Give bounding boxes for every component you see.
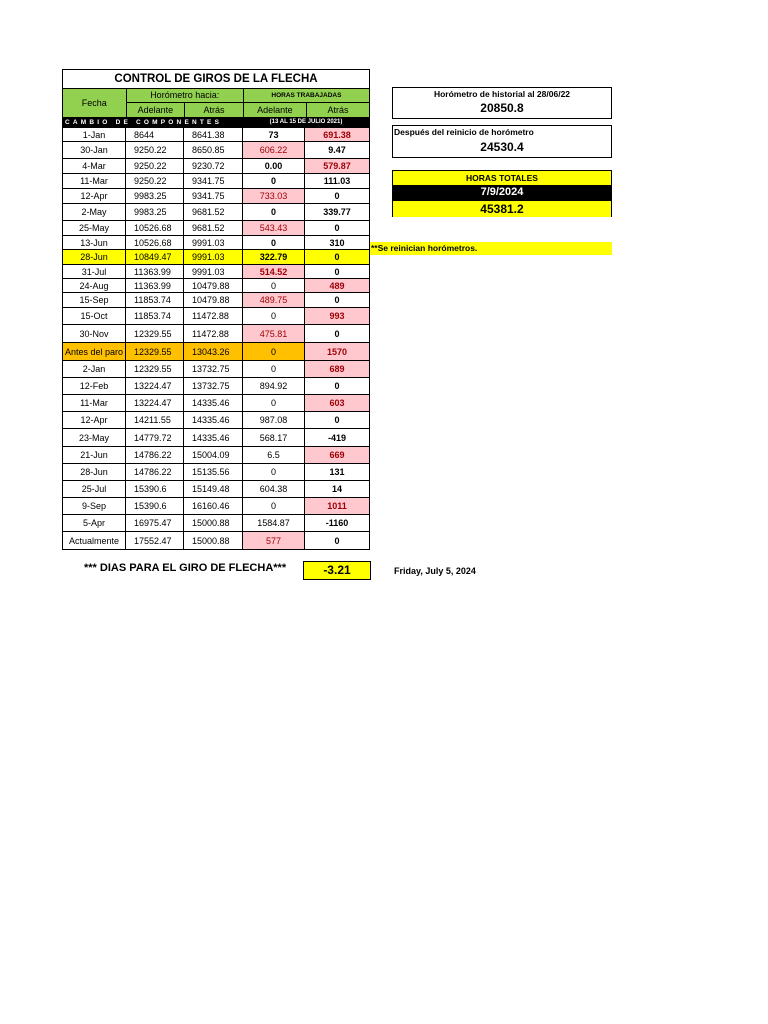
table-row — [63, 481, 369, 498]
cell-t-adelante: 514.52 — [243, 265, 305, 278]
cell-h-atras: 9681.52 — [184, 204, 243, 220]
table-row — [63, 325, 369, 343]
header-h-adelante: Adelante — [137, 105, 174, 115]
cell-h-adelante: 9983.25 — [126, 189, 184, 203]
cell-t-adelante: 0 — [243, 236, 305, 249]
components-band — [63, 118, 369, 128]
cell-h-atras: 9991.03 — [184, 236, 243, 249]
table-row — [63, 378, 369, 395]
cell-t-atras: 339.77 — [323, 207, 351, 217]
reset-note: **Se reinician horómetros. — [370, 242, 612, 255]
cell-t-atras: 1570 — [305, 343, 369, 360]
cell-t-atras: 310 — [329, 237, 345, 248]
cell-fecha: 23-May — [63, 429, 126, 446]
totales-label: HORAS TOTALES — [393, 171, 611, 185]
historial-label: Horómetro de historial al 28/06/22 — [433, 89, 571, 99]
cell-h-adelante: 16975.47 — [126, 515, 184, 531]
totales-date: 7/9/2024 — [393, 185, 611, 200]
historial-value: 20850.8 — [480, 101, 524, 115]
cell-h-adelante: 13224.47 — [126, 378, 184, 394]
cell-h-atras: 10479.88 — [184, 279, 243, 292]
cell-t-adelante: 322.79 — [243, 250, 305, 264]
table-row — [63, 515, 369, 532]
dias-value: -3.21 — [303, 561, 371, 580]
table-row — [63, 412, 369, 429]
cell-h-atras: 10479.88 — [184, 293, 243, 307]
cell-fecha: 25-Jul — [63, 481, 126, 497]
table-row — [63, 395, 369, 412]
cell-h-adelante: 11853.74 — [126, 293, 184, 307]
cell-fecha: 25-May — [63, 221, 126, 235]
cell-t-atras: 993 — [305, 308, 369, 324]
band-right: (13 AL 15 DE JULIO 2021) — [269, 119, 343, 125]
table-row — [63, 429, 369, 447]
cell-h-atras: 8650.85 — [184, 142, 243, 158]
cell-fecha: 5-Apr — [63, 515, 126, 531]
cell-h-atras: 16160.46 — [184, 498, 243, 514]
cell-h-adelante: 9250.22 — [126, 142, 184, 158]
cell-fecha: 24-Aug — [63, 279, 126, 292]
table-row — [63, 279, 369, 293]
header-horometro-hacia: Horómetro hacia: — [127, 89, 243, 103]
cell-t-atras: 1011 — [305, 498, 369, 514]
header-horas-trabajadas: HORAS TRABAJADAS — [244, 89, 369, 103]
table-title: CONTROL DE GIROS DE LA FLECHA — [63, 70, 369, 89]
table-row — [63, 128, 369, 142]
cell-h-atras: 8641.38 — [184, 128, 243, 141]
table-row — [63, 464, 369, 481]
cell-t-atras: 0 — [334, 535, 340, 546]
cell-h-adelante: 14779.72 — [126, 429, 184, 446]
cell-h-atras: 15000.88 — [184, 515, 243, 531]
cell-h-atras: 9991.03 — [184, 250, 243, 264]
cell-h-atras: 11472.88 — [184, 325, 243, 342]
cell-t-adelante: 0 — [243, 361, 305, 377]
cell-fecha: 15-Oct — [63, 308, 126, 324]
cell-h-atras: 9681.52 — [184, 221, 243, 235]
totales-value: 45381.2 — [393, 200, 611, 217]
table-row — [63, 293, 369, 308]
totales-box — [392, 170, 612, 217]
cell-t-atras: -419 — [327, 432, 346, 443]
cell-h-atras: 13043.26 — [184, 343, 243, 360]
header-horas-group — [244, 89, 369, 117]
cell-t-adelante: 0 — [243, 395, 305, 411]
table-row — [63, 265, 369, 279]
cell-t-adelante: 568.17 — [243, 429, 305, 446]
table-row — [63, 308, 369, 325]
cell-t-adelante: 604.38 — [243, 481, 305, 497]
cell-t-adelante: 0 — [243, 174, 305, 188]
cell-h-atras: 14335.46 — [184, 395, 243, 411]
cell-fecha: 11-Mar — [63, 395, 126, 411]
cell-t-atras: 0 — [334, 223, 340, 233]
cell-t-atras: 0 — [334, 295, 340, 305]
cell-t-atras: 131 — [329, 467, 345, 477]
table-row — [63, 250, 369, 265]
cell-t-adelante: 0 — [243, 464, 305, 480]
cell-h-adelante: 14211.55 — [126, 412, 184, 428]
cell-h-adelante: 15390.6 — [126, 498, 184, 514]
cell-h-atras: 11472.88 — [184, 308, 243, 324]
table-header — [63, 89, 369, 118]
cell-fecha: Actualmente — [63, 532, 126, 549]
cell-t-adelante: 0 — [243, 498, 305, 514]
cell-h-atras: 13732.75 — [184, 361, 243, 377]
cell-h-adelante: 12329.55 — [126, 361, 184, 377]
cell-t-adelante: 0 — [243, 308, 305, 324]
table-row — [63, 142, 369, 159]
cell-h-adelante: 8644 — [126, 128, 184, 141]
cell-t-atras: 14 — [331, 484, 342, 494]
header-horometro-group — [127, 89, 244, 117]
reinicio-label: Después del reinicio de horómetro — [394, 127, 534, 137]
cell-t-adelante: 475.81 — [243, 325, 305, 342]
cell-t-adelante: 543.43 — [243, 221, 305, 235]
cell-t-atras: 669 — [305, 447, 369, 463]
band-left: CAMBIO DE COMPONENTES — [65, 119, 223, 126]
cell-h-adelante: 14786.22 — [126, 447, 184, 463]
cell-t-atras: 603 — [305, 395, 369, 411]
cell-h-adelante: 11363.99 — [126, 265, 184, 278]
table-row — [63, 159, 369, 174]
cell-h-adelante: 14786.22 — [126, 464, 184, 480]
cell-h-atras: 13732.75 — [184, 378, 243, 394]
cell-t-adelante: 894.92 — [243, 378, 305, 394]
cell-h-atras: 15135.56 — [184, 464, 243, 480]
cell-fecha: 13-Jun — [63, 236, 126, 249]
cell-h-adelante: 17552.47 — [126, 532, 184, 549]
cell-t-atras: 0 — [334, 266, 340, 277]
cell-fecha: 28-Jun — [63, 250, 126, 264]
cell-fecha: 30-Nov — [63, 325, 126, 342]
cell-t-atras: 689 — [305, 361, 369, 377]
cell-h-atras: 15004.09 — [184, 447, 243, 463]
cell-h-adelante: 9250.22 — [126, 174, 184, 188]
cell-t-atras: 0 — [334, 252, 340, 262]
cell-fecha: Antes del paro — [63, 343, 126, 360]
cell-h-adelante: 13224.47 — [126, 395, 184, 411]
cell-t-atras: 0 — [334, 381, 340, 391]
cell-t-atras: -1160 — [325, 518, 349, 528]
table-body — [63, 128, 369, 549]
cell-h-atras: 9341.75 — [184, 189, 243, 203]
header-t-adelante: Adelante — [257, 105, 293, 115]
cell-t-adelante: 489.75 — [243, 293, 305, 307]
table-row — [63, 532, 369, 549]
control-table — [62, 69, 370, 550]
cell-fecha: 12-Apr — [63, 412, 126, 428]
cell-fecha: 28-Jun — [63, 464, 126, 480]
table-row — [63, 447, 369, 464]
cell-fecha: 1-Jan — [63, 128, 126, 141]
header-fecha: Fecha — [63, 89, 127, 117]
cell-t-atras: 0 — [334, 415, 340, 425]
cell-fecha: 15-Sep — [63, 293, 126, 307]
table-row — [63, 204, 369, 221]
cell-t-adelante: 73 — [243, 128, 305, 141]
cell-t-adelante: 1584.87 — [243, 515, 305, 531]
cell-fecha: 2-May — [63, 204, 126, 220]
table-row — [63, 343, 369, 361]
cell-t-atras: 691.38 — [305, 128, 369, 141]
cell-h-adelante: 10526.68 — [126, 221, 184, 235]
cell-t-atras: 111.03 — [323, 176, 351, 186]
cell-h-atras: 9230.72 — [184, 159, 243, 173]
cell-fecha: 31-Jul — [63, 265, 126, 278]
cell-t-atras: 0 — [334, 328, 340, 339]
cell-fecha: 11-Mar — [63, 174, 126, 188]
cell-t-atras: 9.47 — [328, 145, 346, 155]
cell-t-adelante: 0 — [243, 204, 305, 220]
cell-t-adelante: 606.22 — [243, 142, 305, 158]
header-h-atras: Atrás — [184, 103, 243, 117]
cell-t-adelante: 577 — [243, 532, 305, 549]
table-row — [63, 221, 369, 236]
table-row — [63, 498, 369, 515]
cell-h-adelante: 9983.25 — [126, 204, 184, 220]
cell-t-adelante: 733.03 — [243, 189, 305, 203]
dias-label: *** DIAS PARA EL GIRO DE FLECHA*** — [84, 562, 287, 574]
cell-h-adelante: 9250.22 — [126, 159, 184, 173]
cell-t-adelante: 6.5 — [243, 447, 305, 463]
cell-h-adelante: 11853.74 — [126, 308, 184, 324]
cell-h-adelante: 11363.99 — [126, 279, 184, 292]
cell-h-atras: 15000.88 — [184, 532, 243, 549]
cell-h-atras: 14335.46 — [184, 412, 243, 428]
cell-t-atras: 579.87 — [305, 159, 369, 173]
cell-t-adelante: 0 — [243, 279, 305, 292]
header-t-atras: Atrás — [306, 103, 369, 117]
cell-fecha: 12-Apr — [63, 189, 126, 203]
historial-box — [392, 87, 612, 119]
table-row — [63, 361, 369, 378]
cell-fecha: 12-Feb — [63, 378, 126, 394]
cell-t-atras: 0 — [334, 191, 340, 201]
cell-h-atras: 9341.75 — [184, 174, 243, 188]
cell-h-adelante: 12329.55 — [126, 325, 184, 342]
table-row — [63, 236, 369, 250]
cell-t-adelante: 0 — [243, 343, 305, 360]
cell-h-atras: 15149.48 — [184, 481, 243, 497]
cell-fecha: 4-Mar — [63, 159, 126, 173]
cell-t-adelante: 987.08 — [243, 412, 305, 428]
table-row — [63, 189, 369, 204]
cell-fecha: 30-Jan — [63, 142, 126, 158]
cell-fecha: 21-Jun — [63, 447, 126, 463]
cell-t-adelante: 0.00 — [243, 159, 305, 173]
cell-h-adelante: 10526.68 — [126, 236, 184, 249]
cell-h-atras: 14335.46 — [184, 429, 243, 446]
table-row — [63, 174, 369, 189]
cell-h-adelante: 10849.47 — [126, 250, 184, 264]
current-date: Friday, July 5, 2024 — [394, 566, 476, 576]
cell-fecha: 2-Jan — [63, 361, 126, 377]
cell-h-adelante: 15390.6 — [126, 481, 184, 497]
reinicio-value: 24530.4 — [480, 140, 524, 154]
reinicio-box — [392, 125, 612, 158]
cell-t-atras: 489 — [305, 279, 369, 292]
cell-fecha: 9-Sep — [63, 498, 126, 514]
cell-h-atras: 9991.03 — [184, 265, 243, 278]
cell-h-adelante: 12329.55 — [126, 343, 184, 360]
